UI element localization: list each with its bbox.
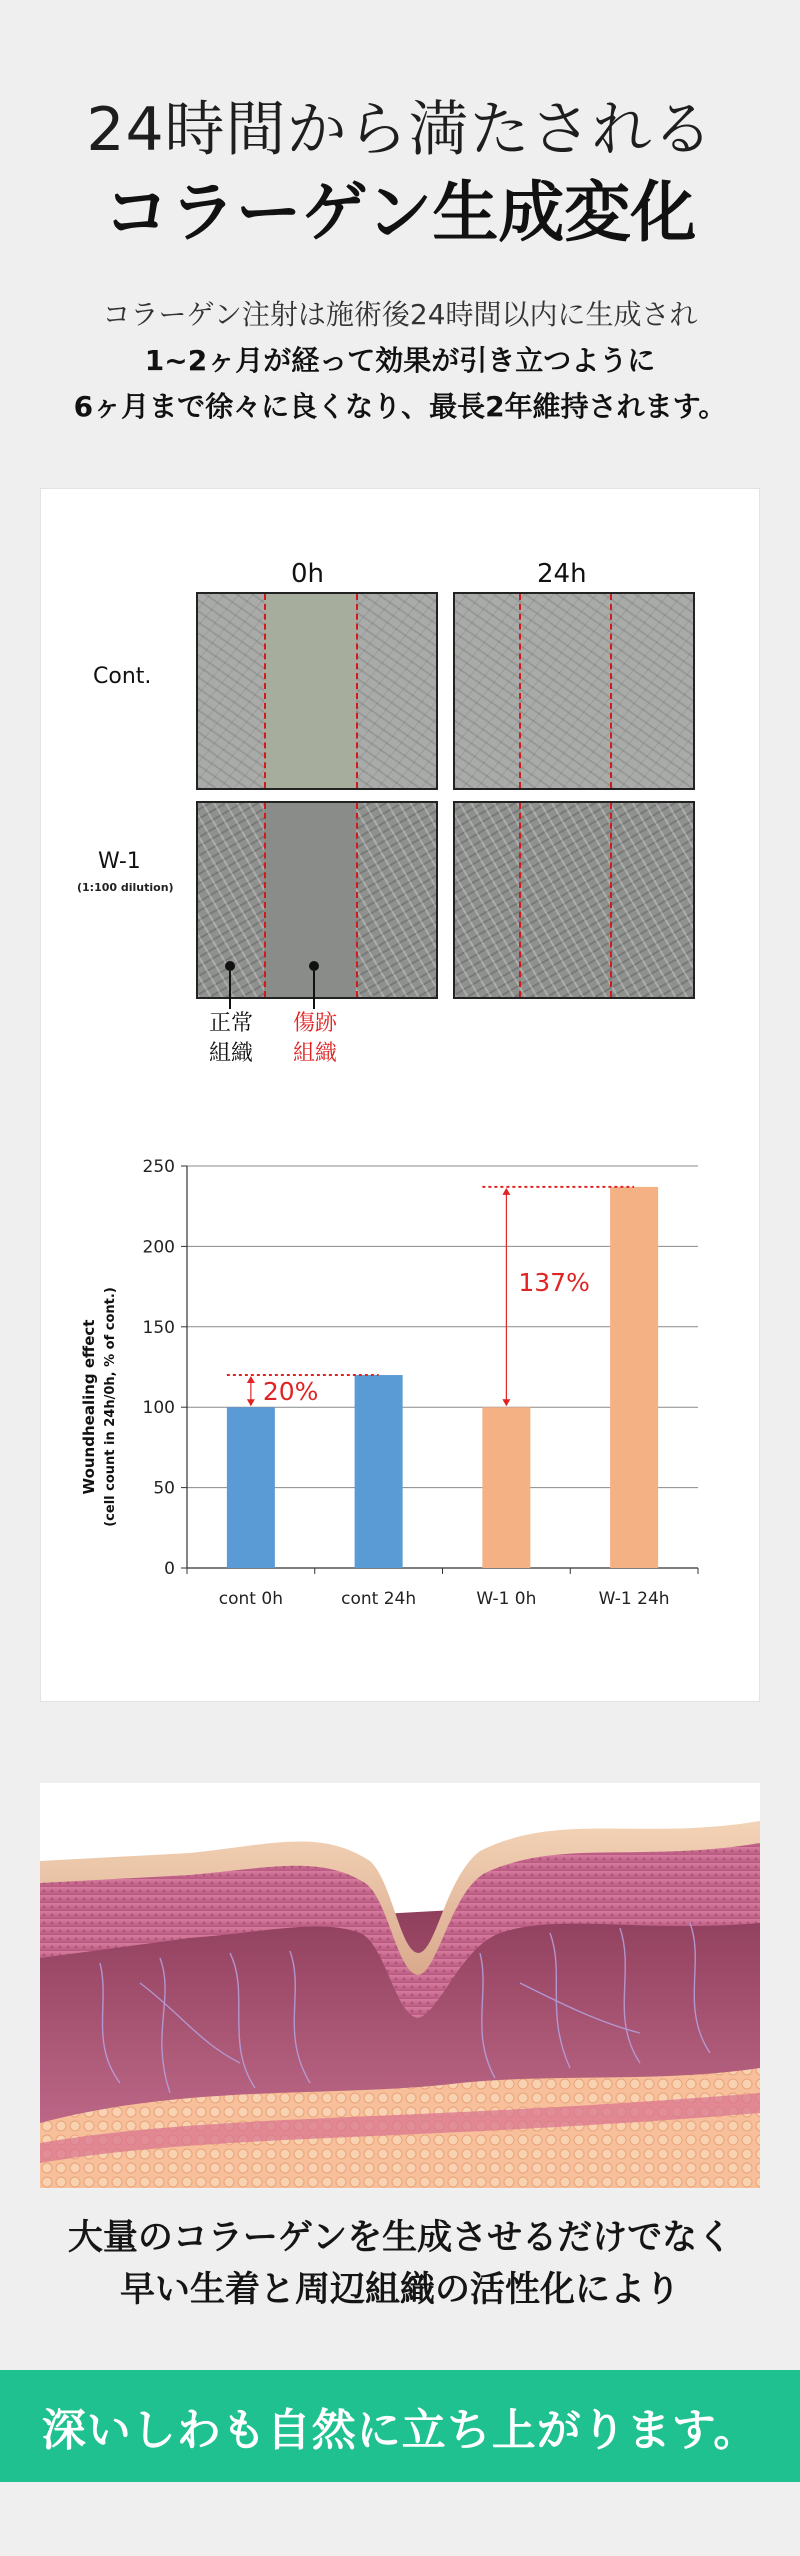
row-sublabel-w1: (1:100 dilution) [77,881,174,894]
y-axis-label-line1: Woundhealing effect [80,1319,98,1495]
annotation-arrow-head-up [502,1188,510,1195]
y-tick-label: 250 [142,1157,175,1177]
micrograph-cont-0h [196,592,438,790]
cta-banner-text: 深いしわも自然に立ち上がります。 [41,2405,759,2456]
hero-description [0,292,800,430]
row-label-w1: W-1 [98,849,141,874]
normal-tissue-pointer [229,971,231,1009]
bar-cont-24h [355,1375,403,1568]
column-0h: 0h [291,559,325,589]
normal-tissue-label [201,1009,261,1069]
scar-tissue-marker [309,961,319,971]
hero-desc-line1: コラーゲン注射は施術後24時間以内に生成され [102,298,698,331]
skin-illustration [40,1783,760,2188]
hero-desc-line2: 1~2ヶ月が経って効果が引き立つように [144,344,656,377]
tagline-line1: 大量のコラーゲンを生成させるだけでなく [67,2218,733,2258]
normal-tissue-marker [225,961,235,971]
x-tick-label: cont 24h [341,1589,417,1609]
y-tick-label: 50 [153,1478,175,1499]
y-tick-label: 200 [142,1237,175,1258]
hero-title-line2: コラーゲン生成変化 [103,174,697,251]
y-tick-label: 150 [142,1317,175,1338]
normal-tissue-label-line1: 正常 [208,1011,253,1036]
x-tick-label: cont 0h [218,1589,283,1609]
annotation-label: 137% [518,1268,590,1298]
scar-tissue-label [285,1009,345,1069]
hero-desc-line3: 6ヶ月まで徐々に良くなり、最長2年維持されます。 [73,390,727,423]
bar-w-1-24h [610,1187,658,1568]
hero-title-line1: 24時間から満たされる [86,95,714,165]
annotation-arrow-head-up [247,1376,255,1383]
hero-section [0,0,800,480]
scar-tissue-pointer [313,971,315,1009]
bar-w-1-0h [482,1407,530,1568]
x-tick-label: W-1 0h [476,1589,537,1609]
annotation-label: 20% [262,1377,319,1407]
y-tick-label: 100 [142,1398,175,1419]
skin-cross-section-image [40,1783,760,2188]
annotation-arrow-head-down [247,1399,255,1406]
y-tick-label: 0 [164,1559,175,1579]
micrograph-cont-24h [453,592,695,790]
scar-tissue-label-line2: 組織 [292,1041,337,1066]
woundhealing-chart [50,1130,730,1650]
bar-cont-0h [227,1407,275,1568]
column-24h: 24h [537,559,587,589]
cta-banner [0,2370,800,2482]
tagline [0,2212,800,2316]
micrograph-w1-24h [453,801,695,999]
scar-tissue-label-line1: 傷跡 [292,1011,337,1036]
tagline-line2: 早い生着と周辺組織の活性化により [119,2270,680,2310]
y-axis-label-line2: (cell count in 24h/0h, % of cont.) [103,1287,118,1527]
row-label-cont: Cont. [93,664,152,689]
annotation-arrow-head-down [502,1399,510,1406]
normal-tissue-label-line2: 組織 [208,1041,253,1066]
x-tick-label: W-1 24h [598,1589,670,1609]
